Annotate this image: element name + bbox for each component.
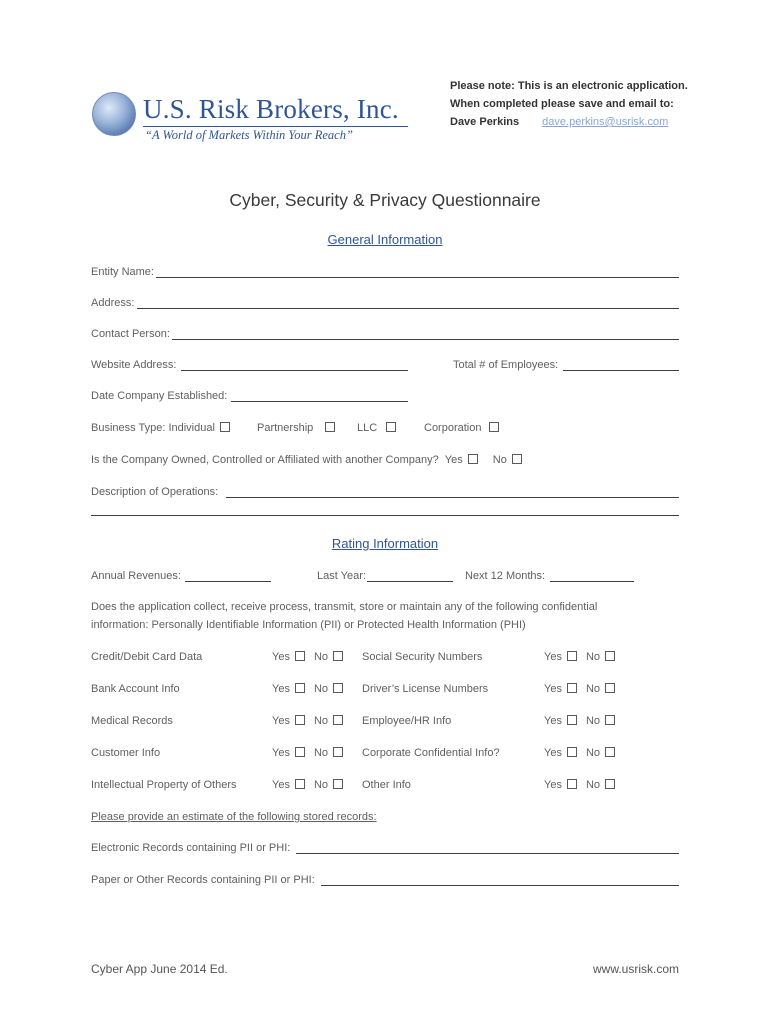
date-established-field[interactable] xyxy=(231,401,408,402)
pii-item-left: Intellectual Property of Others xyxy=(91,779,237,791)
next-12-months-label: Next 12 Months: xyxy=(465,570,546,582)
pii-item-right: Corporate Confidential Info? xyxy=(362,747,500,759)
no-checkbox[interactable] xyxy=(333,683,343,693)
form-title: Cyber, Security & Privacy Questionnaire xyxy=(229,190,541,210)
pii-yes-no-left xyxy=(272,715,343,727)
affiliated-yes-checkbox[interactable] xyxy=(468,454,478,464)
employees-label: Total # of Employees: xyxy=(453,359,559,371)
no-checkbox[interactable] xyxy=(333,747,343,757)
pii-yes-no-right xyxy=(544,747,615,759)
contact-name: Dave Perkins xyxy=(450,116,520,128)
pii-question-line-1: Does the application collect, receive process, transmit, store or maintain any of the following confidential xyxy=(91,601,598,613)
pii-yes-no-left xyxy=(272,747,343,759)
address-field[interactable] xyxy=(137,308,679,309)
note-line-2: When completed please save and email to: xyxy=(450,98,674,110)
pii-yes-no-right xyxy=(544,715,615,727)
company-name: U.S. Risk Brokers, Inc. xyxy=(143,94,399,124)
yes-label: Yes xyxy=(544,779,562,791)
description-field-line-1[interactable] xyxy=(226,497,679,498)
description-label: Description of Operations: xyxy=(91,486,219,498)
pii-item-left: Credit/Debit Card Data xyxy=(91,651,203,663)
no-label: No xyxy=(585,747,601,759)
entity-name-field[interactable] xyxy=(156,277,679,278)
contact-person-label: Contact Person: xyxy=(91,328,170,340)
no-checkbox[interactable] xyxy=(605,779,615,789)
no-checkbox[interactable] xyxy=(333,779,343,789)
employees-field[interactable] xyxy=(563,370,679,371)
pii-yes-no-right xyxy=(544,683,615,695)
yes-checkbox[interactable] xyxy=(295,715,305,725)
electronic-records-field[interactable] xyxy=(296,853,679,854)
annual-revenues-field[interactable] xyxy=(185,581,271,582)
corporation-label: Corporation xyxy=(424,422,482,434)
note-line-1: Please note: This is an electronic application. xyxy=(450,80,688,92)
yes-label: Yes xyxy=(544,651,562,663)
paper-records-field[interactable] xyxy=(321,885,679,886)
yes-label: Yes xyxy=(272,747,290,759)
footer-edition: Cyber App June 2014 Ed. xyxy=(91,962,228,976)
pii-item-left: Medical Records xyxy=(91,715,173,727)
affiliated-question xyxy=(91,454,522,466)
business-type-partnership xyxy=(257,422,335,434)
contact-email-link[interactable]: dave.perkins@usrisk.com xyxy=(542,116,669,128)
pii-item-right: Social Security Numbers xyxy=(362,651,483,663)
description-field-line-2[interactable] xyxy=(91,515,679,516)
pii-item-right: Driver’s License Numbers xyxy=(362,683,489,695)
affiliated-question-text: Is the Company Owned, Controlled or Affiliated with another Company? xyxy=(91,454,439,466)
pii-question-line-2: information: Personally Identifiable Information (PII) or Protected Health Information (PHI) xyxy=(91,619,526,631)
yes-label: Yes xyxy=(272,651,290,663)
yes-checkbox[interactable] xyxy=(295,683,305,693)
no-label: No xyxy=(313,747,329,759)
affiliated-no-checkbox[interactable] xyxy=(512,454,522,464)
yes-label: Yes xyxy=(272,779,290,791)
logo-divider xyxy=(143,126,408,127)
next-12-months-field[interactable] xyxy=(550,581,634,582)
yes-label: Yes xyxy=(272,683,290,695)
last-year-label: Last Year: xyxy=(317,570,366,582)
estimate-prompt: Please provide an estimate of the following stored records: xyxy=(91,811,377,823)
yes-checkbox[interactable] xyxy=(567,747,577,757)
yes-label: Yes xyxy=(544,683,562,695)
no-label: No xyxy=(585,651,601,663)
no-checkbox[interactable] xyxy=(605,747,615,757)
globe-logo-icon xyxy=(92,92,136,136)
no-label: No xyxy=(585,779,601,791)
no-label: No xyxy=(313,715,329,727)
company-tagline: “A World of Markets Within Your Reach” xyxy=(145,128,353,142)
pii-yes-no-left xyxy=(272,683,343,695)
partnership-label: Partnership xyxy=(257,422,314,434)
no-label: No xyxy=(585,683,601,695)
rating-info-heading: Rating Information xyxy=(331,536,439,551)
pii-yes-no-left xyxy=(272,779,343,791)
yes-label: Yes xyxy=(272,715,290,727)
no-checkbox[interactable] xyxy=(605,651,615,661)
annual-revenues-label: Annual Revenues: xyxy=(91,570,181,582)
affiliated-yes-label: Yes xyxy=(444,454,463,466)
yes-checkbox[interactable] xyxy=(567,683,577,693)
no-checkbox[interactable] xyxy=(333,651,343,661)
general-info-heading: General Information xyxy=(327,232,443,247)
note-contact xyxy=(450,116,668,128)
last-year-field[interactable] xyxy=(367,581,453,582)
individual-checkbox[interactable] xyxy=(220,422,230,432)
date-established-label: Date Company Established: xyxy=(91,390,228,402)
business-type-corporation xyxy=(424,422,499,434)
yes-label: Yes xyxy=(544,715,562,727)
pii-item-left: Customer Info xyxy=(91,747,161,759)
pii-item-right: Employee/HR Info xyxy=(362,715,452,727)
no-checkbox[interactable] xyxy=(605,715,615,725)
no-checkbox[interactable] xyxy=(605,683,615,693)
corporation-checkbox[interactable] xyxy=(489,422,499,432)
website-label: Website Address: xyxy=(91,359,177,371)
business-type-label: Business Type: Individual xyxy=(91,422,215,434)
footer-website-link[interactable]: www.usrisk.com xyxy=(592,962,679,976)
pii-item-right: Other Info xyxy=(362,779,411,791)
pii-yes-no-left xyxy=(272,651,343,663)
contact-person-field[interactable] xyxy=(172,339,679,340)
entity-name-label: Entity Name: xyxy=(91,266,154,278)
pii-item-left: Bank Account Info xyxy=(91,683,180,695)
no-label: No xyxy=(585,715,601,727)
electronic-records-label: Electronic Records containing PII or PHI: xyxy=(91,842,291,854)
yes-checkbox[interactable] xyxy=(295,747,305,757)
business-type-llc xyxy=(357,422,396,434)
website-field[interactable] xyxy=(181,370,408,371)
yes-label: Yes xyxy=(544,747,562,759)
yes-checkbox[interactable] xyxy=(295,779,305,789)
llc-checkbox[interactable] xyxy=(386,422,396,432)
no-checkbox[interactable] xyxy=(333,715,343,725)
business-type-individual xyxy=(91,422,230,434)
pii-yes-no-right xyxy=(544,651,615,663)
no-label: No xyxy=(313,683,329,695)
affiliated-no-label: No xyxy=(492,454,507,466)
no-label: No xyxy=(313,779,329,791)
yes-checkbox[interactable] xyxy=(567,715,577,725)
yes-checkbox[interactable] xyxy=(567,779,577,789)
no-label: No xyxy=(313,651,329,663)
llc-label: LLC xyxy=(357,422,378,434)
pii-yes-no-right xyxy=(544,779,615,791)
yes-checkbox[interactable] xyxy=(567,651,577,661)
paper-records-label: Paper or Other Records containing PII or PHI: xyxy=(91,874,315,886)
yes-checkbox[interactable] xyxy=(295,651,305,661)
partnership-checkbox[interactable] xyxy=(325,422,335,432)
address-label: Address: xyxy=(91,297,135,309)
